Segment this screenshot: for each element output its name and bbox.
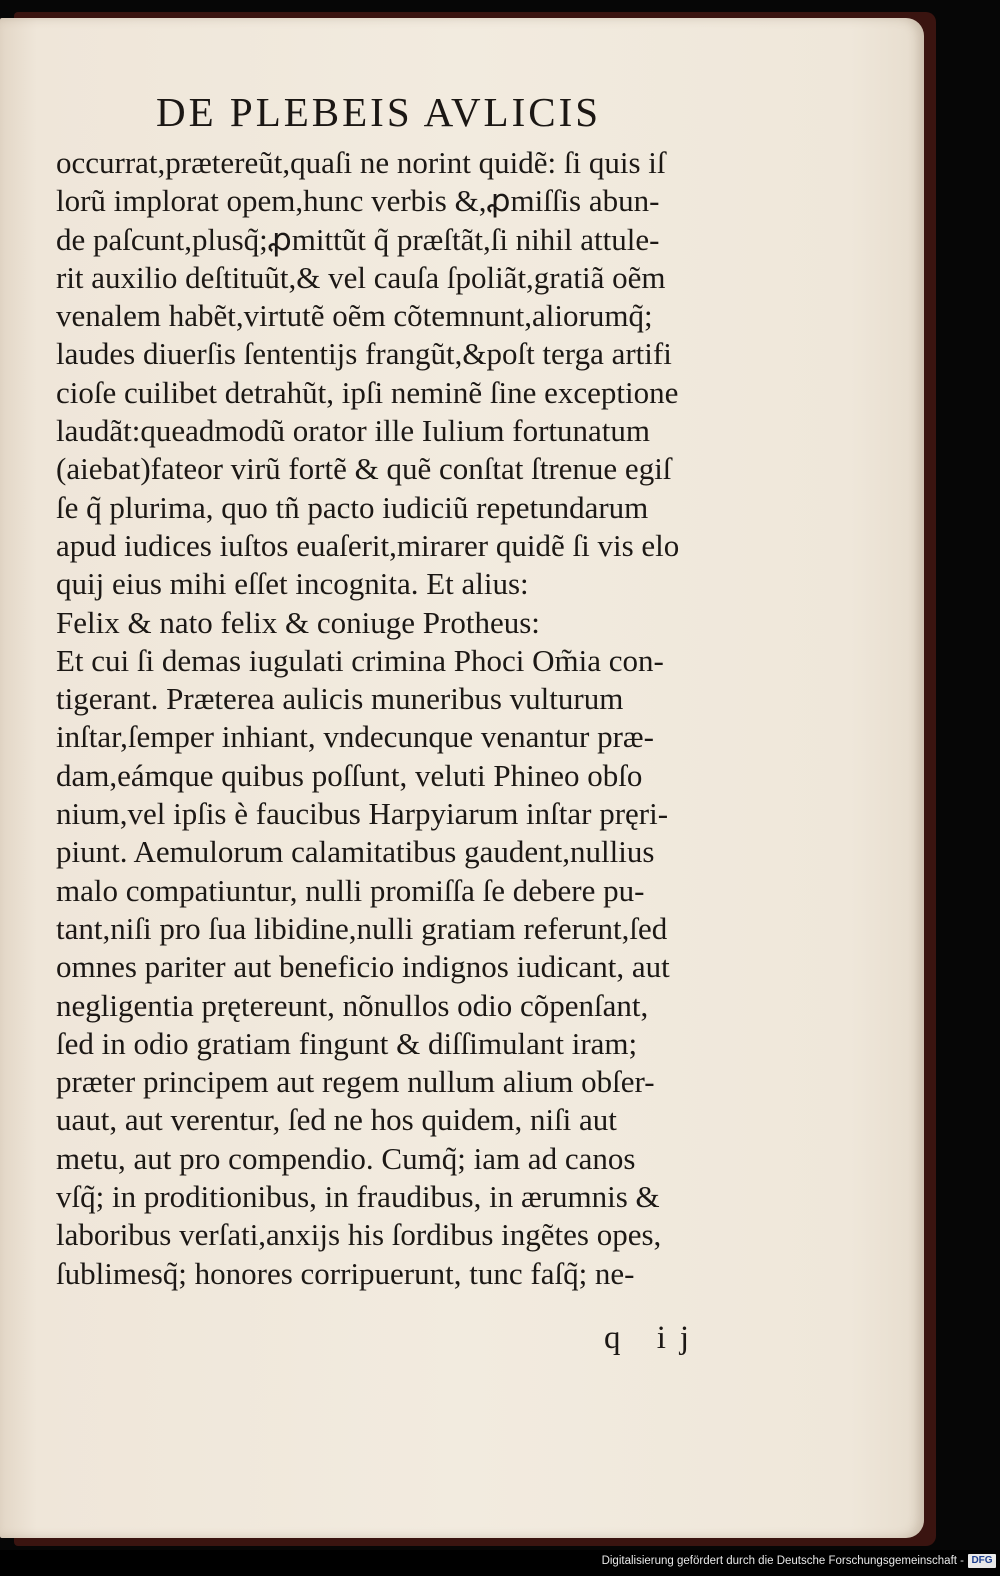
text-line: inſtar,ſemper inhiant, vndecunque venantur præ- — [56, 719, 654, 755]
text-line: venalem habẽt,virtutẽ oẽm cõtemnunt,aliorumq̃; — [56, 298, 653, 334]
text-line: ſed in odio gratiam fingunt & diſſimulant iram; — [56, 1025, 638, 1061]
text-line: Et cui ſi demas iugulati crimina Phoci Om̃ia con- — [56, 642, 664, 678]
text-line: rit auxilio deſtituũt,& vel cauſa ſpoliãt,gratiã oẽm — [56, 259, 666, 295]
text-line: tigerant. Præterea aulicis muneribus vulturum — [56, 681, 624, 717]
text-line: vſq̃; in proditionibus, in fraudibus, in ærumnis & — [56, 1179, 660, 1215]
text-line: (aiebat)fateor virũ fortẽ & quẽ conſtat ſtrenue egiſ — [56, 451, 672, 487]
text-line: laudãt:queadmodũ orator ille Iulium fortunatum — [56, 413, 651, 449]
dfg-logo: DFG — [968, 1554, 996, 1568]
text-line: metu, aut pro compendio. Cumq̃; iam ad canos — [56, 1140, 636, 1176]
text-line: occurrat,prætereũt,quaſi ne norint quidẽ: ſi quis iſ — [56, 145, 666, 180]
text-line: nium,vel ipſis è faucibus Harpyiarum inſtar pręri- — [56, 796, 669, 832]
text-line: quij eius mihi eſſet incognita. Et alius: — [56, 566, 529, 602]
text-line: apud iudices iuſtos euaſerit,mirarer quidẽ ſi vis elo — [56, 527, 680, 563]
text-line: Felix & nato felix & coniuge Protheus: — [56, 604, 540, 640]
text-line: negligentia prętereunt, nõnullos odio cõpenſant, — [56, 987, 649, 1023]
text-line: laudes diuerſis ſententijs frangũt,&poſt terga artifi — [56, 336, 672, 372]
running-head: DE PLEBEIS AVLICIS — [156, 89, 602, 135]
text-line: uaut, aut verentur, ſed ne hos quidem, niſi aut — [56, 1102, 617, 1138]
text-line: dam,eámque quibus poſſunt, veluti Phineo obſo — [56, 757, 643, 793]
book-page — [0, 18, 924, 1538]
signature-mark: q ij — [604, 1320, 704, 1356]
text-line: ſublimesq̃; honores corripuerunt, tunc faſq̃; ne- — [56, 1255, 635, 1291]
text-line: malo compatiuntur, nulli promiſſa ſe debere pu- — [56, 872, 645, 908]
text-line: tant,niſi pro ſua libidine,nulli gratiam referunt,ſed — [56, 910, 668, 946]
funding-credit: Digitalisierung gefördert durch die Deutsche Forschungsgemeinschaft - — [601, 1555, 964, 1567]
body-text — [56, 144, 786, 1293]
text-line: ſe q̃ plurima, quo tñ pacto iudiciũ repetundarum — [56, 489, 649, 525]
text-line: piunt. Aemulorum calamitatibus gaudent,nullius — [56, 834, 655, 870]
text-line: de paſcunt,plusq̃;ꝓmittũt q̃ præſtãt,ſi nihil attule- — [56, 221, 660, 257]
text-line: lorũ implorat opem,hunc verbis &,ꝓmiſſis abun- — [56, 183, 660, 219]
text-line: laboribus verſati,anxijs his ſordibus ingẽtes opes, — [56, 1217, 662, 1253]
footer-bar — [0, 1550, 1000, 1576]
text-line: præter principem aut regem nullum alium obſer- — [56, 1064, 655, 1100]
text-line: omnes pariter aut beneficio indignos iudicant, aut — [56, 949, 670, 985]
text-line: cioſe cuilibet detrahũt, ipſi neminẽ ſine exceptione — [56, 374, 679, 410]
